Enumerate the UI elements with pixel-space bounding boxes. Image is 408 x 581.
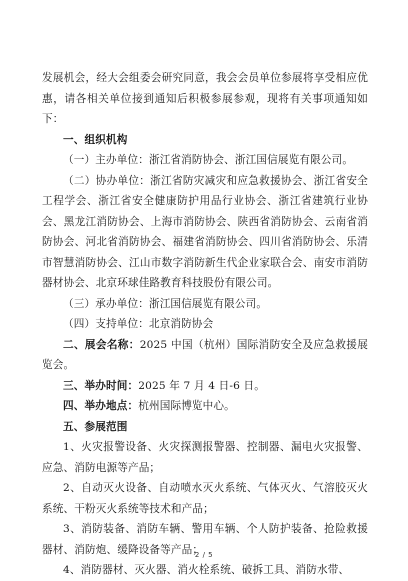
exhibition-venue bbox=[42, 396, 368, 417]
section-heading-name: 二、展会名称： bbox=[63, 338, 140, 351]
section-heading-organization: 一、组织机构 bbox=[63, 133, 128, 146]
exhibition-venue-text: 杭州国际博览中心。 bbox=[138, 400, 235, 412]
supporting-organizer: （四）支持单位：北京消防协会 bbox=[63, 318, 214, 330]
section-heading-time: 三、举办时间： bbox=[63, 379, 139, 392]
section-heading-scope: 五、参展范围 bbox=[63, 420, 128, 433]
scope-item: 4、消防器材、灭火器、消火栓系统、破拆工具、消防水带、 bbox=[63, 564, 350, 576]
scope-item: 2、自动灭火设备、自动喷水灭火系统、气体灭火、气溶胶灭火系统、干粉灭火系统等技术和产品； bbox=[42, 482, 368, 515]
scope-item: 1、火灾报警设备、火灾探测报警器、控制器、漏电火灾报警、应急、消防电源等产品； bbox=[42, 441, 368, 474]
exhibition-name bbox=[42, 335, 368, 376]
host-organizer: （一）主办单位：浙江省消防协会、浙江国信展览有限公司。 bbox=[63, 154, 354, 166]
intro-paragraph: 发展机会，经大会组委会研究同意，我会会员单位参展将享受相应优惠，请各相关单位接到通知后积极参展参观，现将有关事项通知如下： bbox=[42, 72, 368, 125]
scope-item: 3、消防装备、消防车辆、警用车辆、个人防护装备、抢险救援器材、消防炮、缓降设备等产品； bbox=[42, 523, 368, 556]
exhibition-time bbox=[42, 376, 368, 397]
co-organizers: （二）协办单位：浙江省防灾减灾和应急救援协会、浙江省安全工程学会、浙江省安全健康防护用品行业协会、浙江省建筑行业协会、黑龙江消防协会、上海市消防协会、陕西省消防协会、云南省消防协会、河北省消防协会、福建省消防协会、四川省消防协会、乐清市智慧消防协会、江山市数字消防新生代企业家联合会、南安市消防器材协会、北京环球佳路教育科技股份有限公司。 bbox=[42, 174, 368, 289]
exhibition-name-text: 2025 中国（杭州）国际消防安全及应急救援展览会。 bbox=[42, 338, 368, 371]
exhibition-time-text: 2025 年 7 月 4 日-6 日。 bbox=[138, 379, 266, 392]
undertaking-organizer: （三）承办单位：浙江国信展览有限公司。 bbox=[63, 297, 268, 310]
page-number: 2 / 5 bbox=[194, 551, 214, 559]
section-heading-venue: 四、举办地点： bbox=[63, 400, 139, 412]
